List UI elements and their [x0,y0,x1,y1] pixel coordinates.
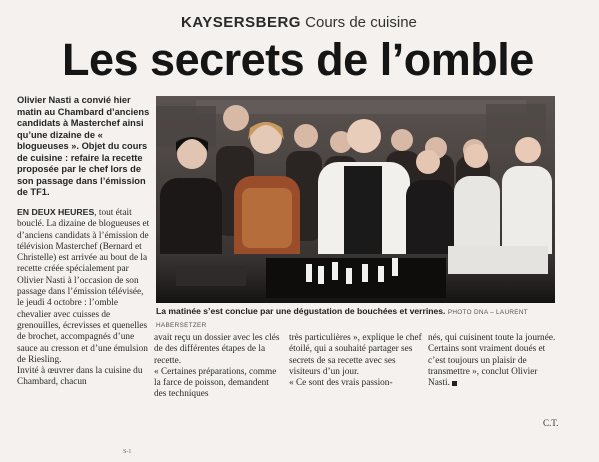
body-column-3 [289,333,423,389]
body-text-2b: « Certaines préparations, comme la farce de poisson, demandent des techniques [154,366,277,400]
body-text-3a: très particulières », explique le chef étoilé, qui a souhaité partager ses secrets de sa recette avec ses visiteurs d’un jour. [289,333,422,377]
end-mark [452,381,457,386]
body-text-1b: Invité à œuvrer dans la cuisine du Chambard, chacun [17,366,143,388]
runin-heading: EN DEUX HEURES [17,207,95,217]
page-marker: S-1 [123,449,132,455]
group-photo [156,96,555,303]
author-initials: C.T. [543,418,559,428]
headline: Les secrets de l’omble [62,34,534,85]
body-column-2 [154,333,282,401]
body-text-3b: « Ce sont des vrais passion- [289,378,393,389]
body-text-4: nés, qui cuisinent toute la journée. Certains sont vraiment doués et c’est toujours un plaisir de transmettre », conclut Olivier Nasti. [428,333,556,389]
body-text-1a: , tout était bouclé. La dizaine de blogueuses et d’anciens candidats à l’émission de télévision Masterchef (Bernard et Christelle) est arrivée au bout de la recette créée spécialement par Olivier Nasti à l’occasion de son passage dans l’émission télévisée, le jeudi 4 octobre : l’omble chevalier avec cuisses de grenouilles, écrevisses et quenelles de brochet, accompagnés d’une sauce au cresson et d’une émulsion de Riesling. [17,208,150,365]
body-column-1 [17,207,151,389]
body-text-2a: avait reçu un dossier avec les clés de des différentes étapes de la recette. [154,333,280,366]
kicker-place: KAYSERSBERG [181,14,301,31]
group-photo-illustration [156,96,555,303]
caption-text: La matinée s’est conclue par une dégustation de bouchées et verrines. [156,306,446,316]
kicker [181,14,417,31]
lead-paragraph: Olivier Nasti a convié hier matin au Chambard d’anciens candidats à Masterchef ainsi qu’une dizaine de « blogueuses ». Objet du cours de cuisine : refaire la recette proposée par le chef lors de son passage dans l’émission de TF1. [17,95,150,197]
photo-caption [156,306,556,331]
body-column-4 [428,333,556,389]
photo-credit: PHOTO DNA – LAURENT HABERSETZER [156,309,528,329]
kicker-topic: Cours de cuisine [305,14,417,31]
